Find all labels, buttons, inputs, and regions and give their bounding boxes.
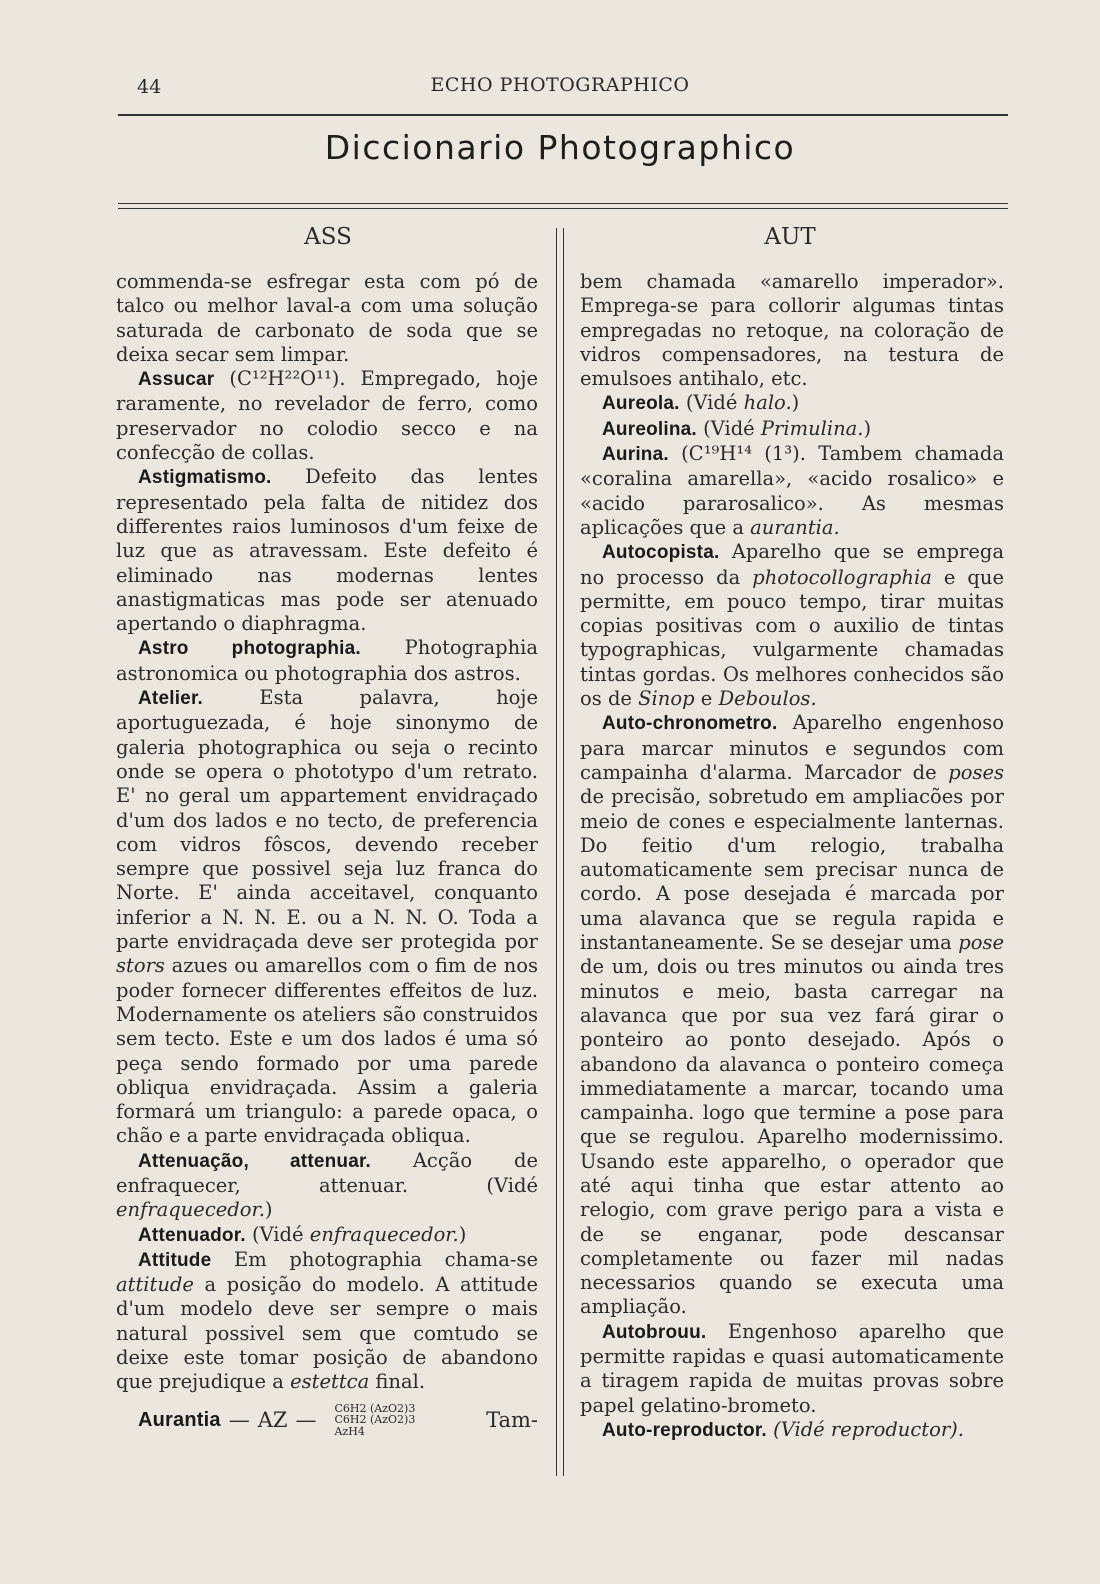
entry-italic: photocollographia xyxy=(752,565,932,589)
entry-text: ) xyxy=(863,416,872,440)
right-column-heading: AUT xyxy=(764,224,816,250)
entry-text: Esta palavra, hoje aportuguezada, é hoje sinonymo de galeria photographica ou seja o recinto onde se opera o phototypo d'um retrato. E' no geral um appartement envidraçado d'um dos lados e no tecto, de preferencia com vidros fôscos, devendo receber sempre que possivel seja luz franca do Norte. E' ainda acceitavel, conquanto inferior a N. N. E. ou a N. N. O. Toda a parte envidraçada deve ser protegida por xyxy=(116,686,538,954)
entry-text: Acção de enfraquecer, attenuar. (Vidé xyxy=(116,1148,538,1197)
entry-term: Atelier. xyxy=(138,688,203,710)
entry-text: Engenhoso aparelho que permitte rapidas e quasi automaticamente a tiragem rapida de muitas provas sobre papel gelatino-brometo. xyxy=(580,1319,1004,1417)
running-title: ECHO PHOTOGRAPHICO xyxy=(430,74,690,96)
entry-term: Astigmatismo. xyxy=(138,467,272,489)
entry-auto-reproductor xyxy=(580,1418,1004,1443)
entry-term: Auto-reproductor. xyxy=(602,1419,767,1441)
entry-term: Aureolina. xyxy=(602,418,697,440)
entry-text: (Vidé xyxy=(679,391,744,415)
entry-text: ) xyxy=(458,1222,467,1246)
entry-text: azues ou amarellos com o fim de nos poder fornecer differentes effeitos de luz. Modernamente os ateliers são construidos sem tecto. Este e um dos lados é uma só peça sendo formado por uma parede obliqua envidraçada. Assim a galeria formará um triangulo: a parede opaca, o chão e a parte envidraçada obliqua. xyxy=(116,954,538,1148)
right-column xyxy=(580,270,1004,1443)
entry-autocopista xyxy=(580,540,1004,711)
entry-italic: attitude xyxy=(116,1273,194,1297)
title-rule-top xyxy=(118,203,1008,204)
entry-term: Astro photographia. xyxy=(138,638,361,660)
entry-term: Attitude xyxy=(138,1249,212,1271)
entry-term: Aureola. xyxy=(602,393,680,415)
entry-italic: stors xyxy=(116,954,165,978)
entry-italic: estettca xyxy=(290,1370,370,1394)
entry-attenuador xyxy=(116,1223,538,1248)
entry-aurantia xyxy=(116,1403,538,1438)
entry-text: (Vidé xyxy=(696,416,761,440)
entry-italic: Primulina. xyxy=(760,416,864,440)
entry-italic: pose xyxy=(958,931,1004,955)
entry-text: (C¹²H²²O¹¹). Empregado, hoje raramente, no revelador de ferro, como preservador no colodio secco e na confecção de collas. xyxy=(116,367,538,465)
dash: — xyxy=(228,1407,250,1432)
page-number: 44 xyxy=(137,76,162,98)
entry-assucar xyxy=(116,367,538,465)
entry-text: Defeito das lentes representado pela falta de nitidez dos differentes raios luminosos d'um feixe de luz que as atravessam. Este defeito é eliminado nas modernas lentes anastigmaticas mas pode ser atenuado apertando o diaphragma. xyxy=(116,465,538,636)
entry-italic: enfraquecedor. xyxy=(116,1198,265,1222)
entry-italic: (Vidé reproductor). xyxy=(766,1417,964,1441)
entry-text: Photographia astronomica ou photographia dos astros. xyxy=(116,636,538,685)
formula-line: AzH4 xyxy=(334,1424,365,1438)
column-divider xyxy=(556,228,564,1476)
header-rule xyxy=(118,114,1008,116)
entry-text: (C¹⁹H¹⁴ (1³). Tambem chamada «coralina amarella», «acido rosalico» e «acido pararosalico». As mesmas aplicações que a xyxy=(580,442,1004,539)
entry-italic: Deboulos. xyxy=(718,687,817,711)
entry-italic: enfraquecedor. xyxy=(309,1222,459,1246)
entry-text: e xyxy=(694,687,719,711)
entry-astro-photographia xyxy=(116,636,538,686)
aurantia-continuation: Tam- xyxy=(486,1407,538,1432)
entry-text: (Vidé xyxy=(245,1222,310,1246)
entry-text: ) xyxy=(791,391,800,415)
entry-term: Aurina. xyxy=(602,444,669,466)
entry-aurina xyxy=(580,442,1004,540)
entry-text: a posição do modelo. A attitude d'um modelo deve ser sempre o mais natural possivel sem que comtudo se deixe este tomar posição de abandono que prejudique a xyxy=(116,1273,538,1394)
entry-atelier xyxy=(116,686,538,1149)
entry-continuation: commenda-se esfregar esta com pó de talco ou melhor laval-a com uma solução saturada de carbonato de soda que se deixa secar sem limpar. xyxy=(116,270,538,366)
section-title: Diccionario Photographico xyxy=(324,128,796,167)
entry-attitude xyxy=(116,1248,538,1395)
left-column-heading: ASS xyxy=(304,224,352,250)
entry-term: Autocopista. xyxy=(602,542,720,564)
entry-term: Auto-chronometro. xyxy=(602,713,778,735)
entry-term: Aurantia xyxy=(138,1408,221,1431)
formula-line: C6H2 (AzO2)3 xyxy=(334,1413,416,1427)
entry-aureola xyxy=(580,391,1004,416)
entry-term: Assucar xyxy=(138,369,215,391)
chemical-formula xyxy=(335,1403,416,1438)
aurantia-az: AZ xyxy=(257,1407,288,1432)
left-column xyxy=(116,270,538,1437)
entry-italic: halo. xyxy=(743,391,792,415)
title-rule-bottom xyxy=(118,208,1008,209)
entry-text: Aparelho que se emprega no processo da xyxy=(580,540,1004,589)
entry-term: Attenuador. xyxy=(138,1224,246,1246)
entry-text: Aparelho engenhoso para marcar minutos e segundos com campainha d'alarma. Marcador de xyxy=(580,711,1004,784)
entry-italic: aurantia. xyxy=(750,515,840,539)
entry-text: final. xyxy=(369,1370,426,1394)
formula-line: C6H2 (AzO2)3 xyxy=(334,1401,416,1415)
entry-autobrouu xyxy=(580,1320,1004,1418)
entry-continuation: bem chamada «amarello imperador». Emprega-se para collorir algumas tintas empregadas no retoque, na coloração de vidros compensadores, na testura de emulsoes antihalo, etc. xyxy=(580,270,1004,391)
entry-text: de um, dois ou tres minutos ou ainda tres minutos e meio, basta carregar na alavanca que por sua vez fará girar o ponteiro ao ponto desejado. Após o abandono da alavanca o ponteiro começa immediatamente a marcar, tocando uma campainha. logo que termine a pose para que se regulou. Aparelho modernissimo. Usando este apparelho, o operador que até aqui tinha que estar attento ao relogio, com grave perigo para a vista e de se enganar, pode descansar completamente ou fazer mil nadas necessarios quando se executa uma ampliação. xyxy=(580,955,1004,1319)
entry-astigmatismo xyxy=(116,465,538,636)
entry-term: Attenuação, attenuar. xyxy=(138,1150,372,1172)
entry-italic: poses xyxy=(948,760,1004,784)
entry-term: Autobrouu. xyxy=(602,1321,707,1343)
entry-italic: Sinop xyxy=(638,687,695,711)
entry-auto-chronometro xyxy=(580,711,1004,1319)
entry-text: e que permitte, em pouco tempo, tirar muitas copias positivas com o auxilio de tintas typographicas, vulgarmente chamadas tintas gordas. Os melhores conhecidos são os de xyxy=(580,565,1004,711)
entry-text: ) xyxy=(264,1198,273,1222)
entry-text: de precisão, sobretudo em ampliacões por meio de cones e especialmente lanternas. Do feitio d'um relogio, trabalha automaticamente sem precisar nunca de cordo. A pose desejada é marcada por uma alavanca que se regula rapida e instantaneamente. Se se desejar uma xyxy=(580,785,1004,955)
dash: — xyxy=(295,1407,317,1432)
entry-attenuacao xyxy=(116,1149,538,1223)
entry-aureolina xyxy=(580,417,1004,442)
entry-text: Em photographia chama-se xyxy=(211,1247,538,1271)
